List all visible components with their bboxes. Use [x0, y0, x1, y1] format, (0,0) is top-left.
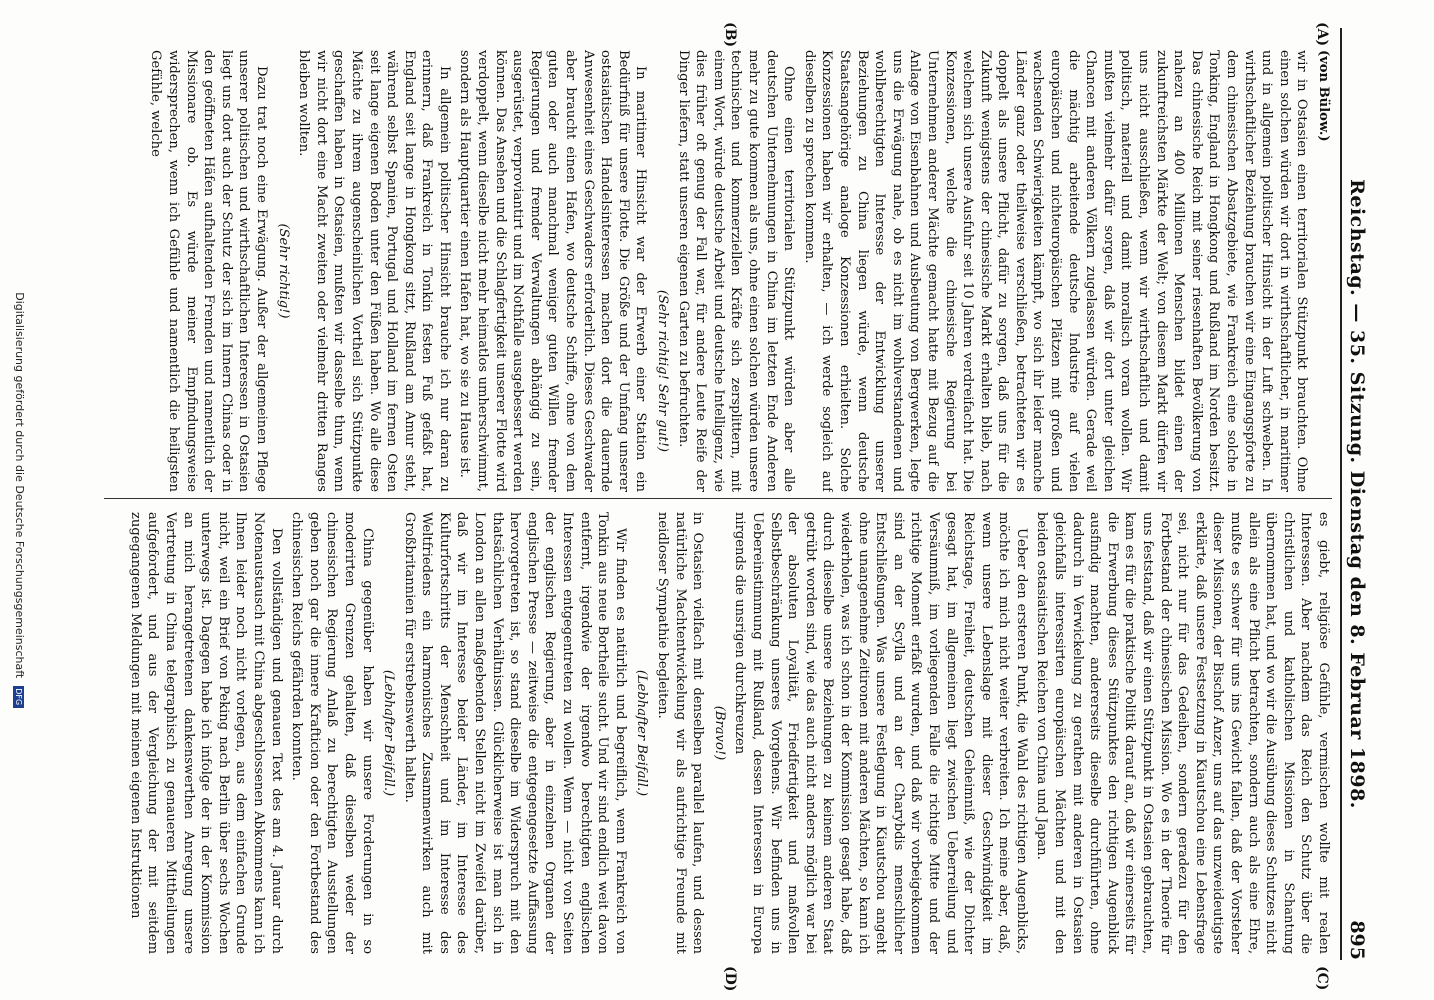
left-column: [104, 50, 1332, 492]
paragraph: Ueber den ersteren Punkt, die Wahl des richtigen Augenblicks, möchte ich mich nicht weiter verbreiten. Ich meine aber, daß, wenn unsere Lebenslage mit dieser Geschwindigkeit im Reichstage, Freiheit, deutschen Geheimniß, wie der Dichter gesagt hat, im allgemeinen liegt zwischen Ueberreilung und Versäumniß, im vorliegenden Falle die richtige Mitte und der richtige Moment erfaßt wurden, und daß wir vorbeigekommen sind an der Scylla und an der Charybdis menschlicher Entschließungen. Was unsere Festlegung in Kiautschou angeht ohne unangenehme Zeitironen mit anderen Mächten, so kann ich wiederholen, was ich schon in der Kommission gesagt habe, daß durch dieselbe unsere Beziehungen zu keinem anderen Staat getrübt worden sind, wie das auch nicht anders möglich war bei der absoluten Loyalität, Friedfertigkeit und maßvollen Selbstbeschränkung unseres Vorgehens. Wir befinden uns in Uebereinstimmung mit Rußland, dessen Interessen in Europa nirgends die unsrigen durchkreuzen: [732, 512, 1029, 954]
column-divider: [104, 498, 1332, 499]
credit-text: Digitalisierung gefördert durch die Deutsche Forschungsgemeinschaft: [13, 292, 26, 679]
margin-marker-b: (B): [722, 22, 738, 48]
margin-marker-d: (D): [722, 966, 738, 992]
margin-marker-a: (A): [1314, 22, 1330, 47]
interjection: (Sehr richtig! Sehr gut!): [655, 289, 671, 452]
interjection: (Lebhafter Beifall.): [634, 669, 650, 797]
page-number: 895: [1346, 920, 1368, 960]
margin-marker-c: (C): [1314, 966, 1330, 991]
interjection: (Bravo!): [711, 705, 727, 761]
paragraph: in Ostasien vielfach mit denselben parallel laufen, und dessen natürliche Machtentwickelung wir als aufrichtige Freunde mit neidloser Sympathie begleiten.: [655, 512, 706, 954]
interjection: (Sehr richtig!): [275, 223, 291, 319]
header-title: Reichstag. — 35. Sitzung. Dienstag den 8. Februar 1898.: [1346, 179, 1368, 809]
speaker-label: (von Bülow.): [1316, 50, 1331, 142]
paragraph: Dazu trat noch eine Erwägung. Außer der allgemeinen Pflege unserer politischen und wirthschaftlichen Interessen in Ostasien liegt uns dort auch der Schutz der sich im Innern Chinas oder in den geöffneten Häfen aufhaltenden Fremden und namentlich der Missionare ob. Es würde meiner Empfindungsweise widersprechen, wenn ich Gefühle und namentlich die heiligsten Gefühle, welche: [148, 50, 269, 492]
dfg-logo: DFG: [14, 686, 25, 708]
paragraph: China gegenüber haben wir unsere Forderungen in so moderirten Grenzen gehalten, daß dieselben weder der chinesischen Regierung Anlaß zu berechtigten Ausstellungen geben noch gar die innere Krafticion oder den Fortbestand des chinesischen Reichs gefährden konnten.: [289, 512, 375, 954]
page-header: [1340, 28, 1376, 960]
paragraph: In maritimer Hinsicht war der Erwerb einer Station ein Bedürfniß für unsere Flotte. Die Größe und der Umfang unserer ostasiatischen Handelsinteressen machen dort die dauernde Anwesenheit eines Geschwaders erforderlich. Dieses Geschwader aber braucht einen Hafen, wo deutsche Schiffe, ohne von dem guten oder auch manchmal weniger guten Willen fremder Regierungen und fremder Verwaltungen abhängig zu sein, ausgerüstet, verproviantirt und im Nothfalle ausgebessert werden können. Das Ansehen und die Schlagfertigkeit unserer Flotte wird verdoppelt, wenn dieselbe nicht mehr heimatlos umherschwimmt, sondern als Hauptquartier einen Hafen hat, wo sie zu Hause ist.: [457, 50, 649, 492]
right-column: [104, 512, 1332, 954]
paragraph: wir in Ostasien einen territorialen Stützpunkt brauchten. Ohne einen solchen würden wir dort in wirthschaftlicher, in maritimer und in allgemein politischer Hinsicht in der Luft schweben. In wirthschaftlicher Beziehung brauchen wir eine Eingangspforte zu dem chinesischen Absatzgebiete, wie Frankreich eine solche in Tonking, England in Hongkong und Rußland im Norden besitzt. Das chinesische Reich mit seiner riesenhaften Bevölkerung von nahezu an 400 Millionen Menschen bildet einen der zukunftreichsten Märkte der Welt; von diesem Markt dürfen wir uns nicht ausschließen, wenn wir wirthschaftlich und damit politisch, materiell und damit moralisch voran wollen. Wir mußten vielmehr dafür sorgen, daß wir dort unter gleichen Chancen mit anderen Völkern zugelassen würden. Gerade weil die mächtig arbeitende deutsche Industrie auf vielen europäischen und nichteuropäischen Plätzen mit großen und wachsenden Schwierigkeiten kämpft, wo sich ihr leider manche Länder ganz oder theilweise verschließen, betrachteten wir es doppelt als unsere Pflicht, dafür zu sorgen, daß uns für die Zukunft wenigstens der chinesische Markt erhalten blieb, nach welchem sich unsere Ausfuhr seit 10 Jahren verdreifacht hat. Die Konzessionen, welche die chinesische Regierung bei Unternehmen anderer Mächte gemacht hatte mit Bezug auf die Anlage von Eisenbahnen und Ausbeutung von Bergwerken, legte uns die Erwägung nahe, ob es nicht im wohlverstandenen und wohlberechtigten Interesse der Entwicklung unserer Beziehungen zu China liegen würde, wenn deutsche Staatsangehörige analoge Konzessionen erhielten. Solche Konzessionen haben wir erhalten, — ich werde sogleich auf dieselben zu sprechen kommen.: [801, 50, 1310, 492]
paragraph: In allgemein politischer Hinsicht brauche ich nur daran zu erinnern, daß Frankreich in Tonkin festen Fuß gefaßt hat, England seit lange in Hongkong sitzt, Rußland am Amur steht, während selbst Spanien, Portugal und Holland im fernen Osten seit lange eigenen Boden unter den Füßen haben. Wo alle diese Mächte zu ihrem augenscheinlichen Vortheil sich Stützpunkte geschaffen haben in Ostasien, mußten wir dasselbe thun, wenn wir nicht dort eine Macht zweiten oder vielmehr dritten Ranges bleiben wollten.: [296, 50, 452, 492]
digitization-credit: [13, 0, 26, 1000]
paragraph: Den vollständigen und genauen Text des am 4. Januar durch Notenaustausch mit China abgeschlossenen Abkommens kann ich Ihnen leider noch nicht vorlegen, aus dem einfachen Grunde nicht, weil ein Brief von Peking nach Berlin über sechs Wochen unterwegs ist. Dagegen habe ich infolge der in der Kommission an mich herangetretenen dankenswerthen Anregung unsere Vertretung in China telegraphisch zu genaueren Mittheilungen aufgefordert, und aus der Vergleichung der mit seitdem zugegangenen Meldungen mit meinen eigenen Instruktionen: [127, 512, 284, 954]
paragraph: Wir finden es natürlich und begreiflich, wenn Frankreich von Tonkin aus neue Bortheile sucht. Und wir sind endlich weit davon entfernt, irgendwie der irgendwo berechtigten englischen Interessen entgegentreten zu wollen. Wenn — nicht von Seiten der englischen Regierung, aber in einzelnen Organen der englischen Presse — zeitweise die entgegengesetzte Auffassung hervorgetreten ist, so stand dieselbe im Widerspruch mit den thatsächlichen Verhältnissen. Glücklicherweise ist man sich in London an allen maßgebenden Stellen nicht im Zweifel darüber, daß wir im Interesse beider Länder, im Interesse des Kulturfortschritts der Menschheit und im Interesse des Weltfriedens ein harmonisches Zusammenwirken auch mit Großbritannien für erstrebenswerth halten.: [401, 512, 628, 954]
paragraph: es giebt, religiöse Gefühle, vermischen wollte mit realen Interessen. Aber nachdem das Reich den Schutz über die christlichen und katholischen Missionen in Schantung übernommen hat, und wo wir die Ausübung dieses Schutzes nicht allein als eine Pflicht betrachten, sondern auch als eine Ehre, mußte es schwer für uns ins Gewicht fallen, daß der Vorsteher dieser Missionen, der Bischof Anzer, uns auf das unzweideutigste erklärte, daß unsere Festsetzung in Kiautschou eine Lebensfrage sei, nicht nur für das Gedeihen, sondern geradezu für den Fortbestand der chinesischen Mission. Wo es in der Theorie für uns feststand, daß wir einen Stützpunkt in Ostasien gebrauchten, kam es für die praktische Politik darauf an, daß wir einerseits für die Erwerbung dieses Stützpunktes den richtigen Augenblick ausfindig machten, andererseits dieselbe durchführten, ohne dadurch in Verwickelung zu gerathen mit anderen in Ostasien gleichfalls interessirten europäischen Mächten und mit den beiden ostasiatischen Reichen von China und Japan.: [1034, 512, 1331, 954]
interjection: (Lebhafter Beifall.): [381, 669, 397, 797]
paragraph: Ohne einen territorialen Stützpunkt würden aber alle deutschen Unternehmungen in China im letzten Ende Anderen mehr zu gute kommen als uns, ohne einen solchen würden unsere technischen und kommerziellen Kräfte sich zersplittern, mit einem Wort, würde deutsche Arbeit und deutsche Intelligenz, wie dies früher oft genug der Fall war, für andere Leute Reife der Dinger liefern, statt unseren eigenen Garten zu befruchten.: [675, 50, 797, 492]
